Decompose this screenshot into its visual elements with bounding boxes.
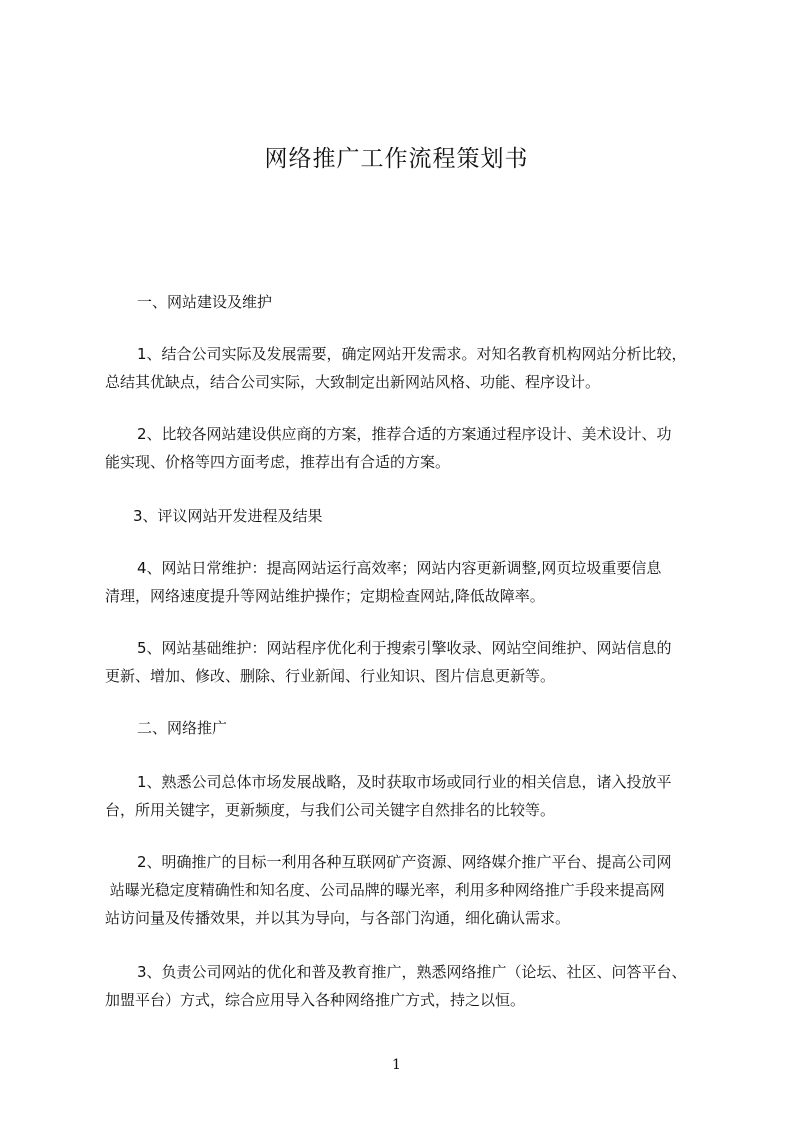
paragraph-line: 1、结合公司实际及发展需要，确定网站开发需求。对知名教育机构网站分析比较， <box>137 345 687 363</box>
paragraph-line: 站访问量及传播效果，并以其为导向，与各部门沟通，细化确认需求。 <box>105 909 571 927</box>
paragraph-line: 5、网站基础维护：网站程序优化利于搜索引擎收录、网站空间维护、网站信息的 <box>137 639 672 657</box>
paragraph-line: 台，所用关键字，更新频度，与我们公司关键字自然排名的比较等。 <box>105 801 556 819</box>
paragraph-line: 3、负责公司网站的优化和普及教育推广，熟悉网络推广（论坛、社区、问答平台、 <box>137 963 687 981</box>
paragraph-line: 总结其优缺点，结合公司实际，大致制定出新网站风格、功能、程序设计。 <box>105 373 601 391</box>
paragraph-line: 2、明确推广的目标一利用各种互联网矿产资源、网络媒介推广平台、提高公司网 <box>137 853 672 871</box>
paragraph-line: 1、熟悉公司总体市场发展战略，及时获取市场或同行业的相关信息，诸入投放平 <box>137 773 672 791</box>
paragraph-line: 4、网站日常维护：提高网站运行高效率；网站内容更新调整,网页垃圾重要信息 <box>137 559 662 577</box>
paragraph-line: 能实现、价格等四方面考虑，推荐出有合适的方案。 <box>105 453 451 471</box>
paragraph-line: 加盟平台）方式，综合应用导入各种网络推广方式，持之以恒。 <box>105 991 526 1009</box>
document-title: 网络推广工作流程策划书 <box>264 146 529 172</box>
paragraph-line: 2、比较各网站建设供应商的方案，推荐合适的方案通过程序设计、美术设计、功 <box>137 425 672 443</box>
section-heading: 二、网络推广 <box>137 719 228 737</box>
page-number: 1 <box>392 1057 401 1073</box>
paragraph-line: 3、评议网站开发进程及结果 <box>133 507 323 525</box>
section-heading: 一、网站建设及维护 <box>137 293 273 311</box>
paragraph-line: 更新、增加、修改、删除、行业新闻、行业知识、图片信息更新等。 <box>105 667 556 685</box>
paragraph-line: 站曝光稳定度精确性和知名度、公司品牌的曝光率，利用多种网络推广手段来提高网 <box>105 881 665 899</box>
paragraph-line: 清理，网络速度提升等网站维护操作；定期检查网站,降低故障率。 <box>105 587 545 605</box>
